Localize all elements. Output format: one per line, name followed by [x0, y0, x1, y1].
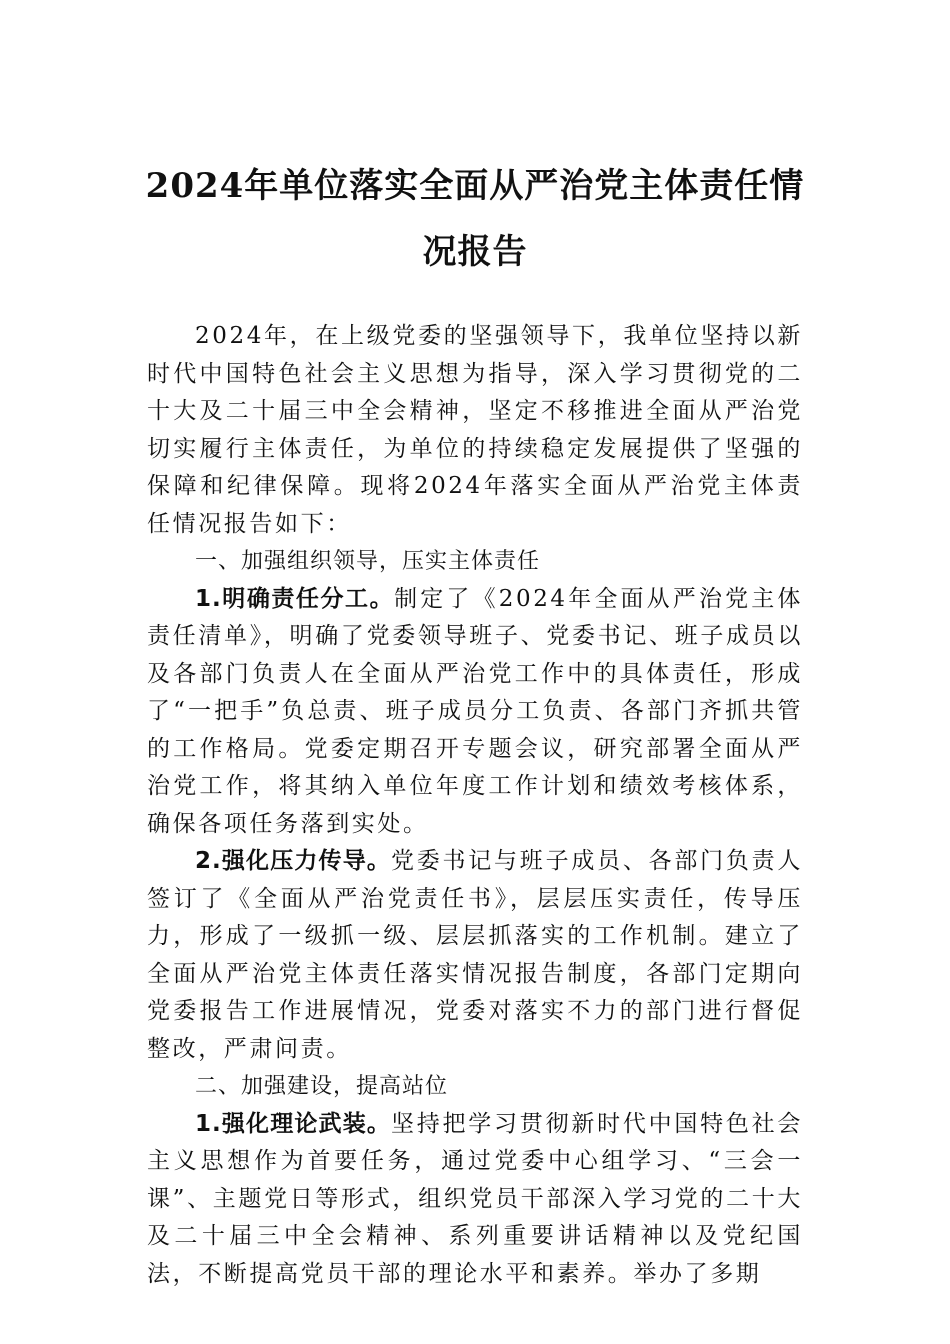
section-1-heading: 一、加强组织领导，压实主体责任 [195, 549, 541, 574]
section-1-item-2 [147, 843, 803, 1068]
section-2-item-1 [147, 1106, 803, 1294]
section-1-item-1-text: 制定了《2024年全面从严治党主体责任清单》，明确了党委领导班子、党委书记、班子成员以及各部门负责人在全面从严治党工作中的具体责任，形成了“一把手”负总责、班子成员分工负责、各部门齐抓共管的工作格局。党委定期召开专题会议，研究部署全面从严治党工作，将其纳入单位年度工作计划和绩效考核体系，确保各项任务落到实处。 [147, 585, 804, 837]
section-2-item-1-lead: 1.强化理论武装。 [195, 1110, 392, 1137]
document-body [147, 318, 803, 1293]
intro-paragraph: 2024年，在上级党委的坚强领导下，我单位坚持以新时代中国特色社会主义思想为指导，深入学习贯彻党的二十大及二十届三中全会精神，坚定不移推进全面从严治党切实履行主体责任，为单位的持续稳定发展提供了坚强的保障和纪律保障。现将2024年落实全面从严治党主体责任情况报告如下： [147, 323, 803, 537]
section-1-item-1-lead: 1.明确责任分工。 [195, 585, 395, 612]
section-1-item-2-lead: 2.强化压力传导。 [195, 848, 392, 874]
section-2-heading: 二、加强建设，提高站位 [195, 1074, 449, 1099]
section-1-item-2-text: 党委书记与班子成员、各部门负责人签订了《全面从严治党责任书》，层层压实责任，传导压力，形成了一级抓一级、层层抓落实的工作机制。建立了全面从严治党主体责任落实情况报告制度，各部门定期向党委报告工作进展情况，党委对落实不力的部门进行督促整改，严肃问责。 [147, 848, 803, 1062]
document-title-line-2: 况报告 [422, 232, 528, 272]
section-1-item-1 [147, 581, 803, 844]
document-title-line-1: 2024年单位落实全面从严治党主体责任情 [145, 166, 805, 206]
section-2-item-1-text: 坚持把学习贯彻新时代中国特色社会主义思想作为首要任务，通过党委中心组学习、“三会一课”、主题党日等形式，组织党员干部深入学习党的二十大及二十届三中全会精神、系列重要讲话精神以及党纪国法，不断提高党员干部的理论水平和素养。举办了多期 [147, 1110, 803, 1287]
